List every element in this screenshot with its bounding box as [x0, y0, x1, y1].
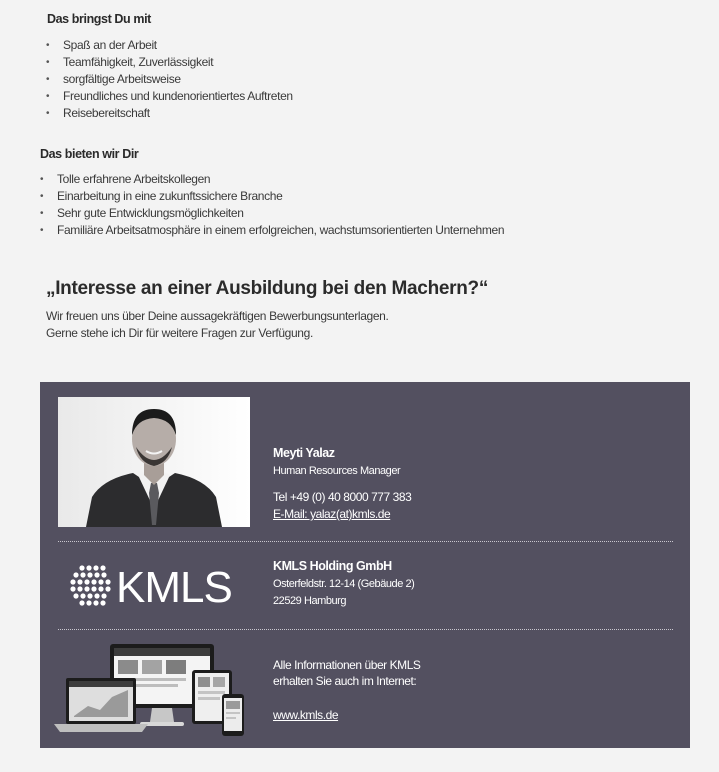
company-street: Osterfeldstr. 12-14 (Gebäude 2)	[273, 578, 415, 590]
skills-heading: Das bringst Du mit	[47, 12, 151, 26]
list-item: • sorgfältige Arbeitsweise	[46, 71, 293, 88]
person-portrait-icon	[58, 397, 250, 527]
offer-heading: Das bieten wir Dir	[40, 147, 139, 161]
responsive-devices-icon	[52, 642, 252, 747]
skills-list	[46, 37, 293, 122]
list-item: • Spaß an der Arbeit	[46, 37, 293, 54]
offer-list	[40, 171, 504, 239]
web-line-1: Alle Informationen über KMLS	[273, 658, 421, 672]
cta-line-2: Gerne stehe ich Dir für weitere Fragen zur Verfügung.	[46, 326, 313, 340]
list-item: • Tolle erfahrene Arbeitskollegen	[40, 171, 504, 188]
list-item: • Familiäre Arbeitsatmosphäre in einem erfolgreichen, wachstumsorientierten Unternehmen	[40, 222, 504, 239]
contact-email-wrap	[273, 507, 390, 521]
contact-photo	[58, 397, 250, 527]
kmls-logo-icon	[70, 562, 235, 608]
divider	[58, 541, 673, 542]
contact-name: Meyti Yalaz	[273, 446, 335, 460]
cta-line-1: Wir freuen uns über Deine aussagekräftigen Bewerbungsunterlagen.	[46, 309, 389, 323]
company-city: 22529 Hamburg	[273, 595, 347, 607]
list-item: • Einarbeitung in eine zukunftssichere Branche	[40, 188, 504, 205]
list-item: • Sehr gute Entwicklungsmöglichkeiten	[40, 205, 504, 222]
website-link[interactable]: www.kmls.de	[273, 708, 339, 722]
logo-text: KMLS	[116, 563, 232, 608]
web-link-wrap	[273, 708, 338, 722]
company-name: KMLS Holding GmbH	[273, 559, 392, 573]
web-line-2: erhalten Sie auch im Internet:	[273, 674, 417, 688]
divider	[58, 629, 673, 630]
company-logo	[70, 562, 235, 608]
list-item: • Teamfähigkeit, Zuverlässigkeit	[46, 54, 293, 71]
contact-role: Human Resources Manager	[273, 465, 401, 477]
cta-intro	[46, 308, 389, 342]
devices-illustration	[52, 642, 252, 747]
cta-quote: „Interesse an einer Ausbildung bei den Machern?“	[46, 278, 489, 299]
list-item: • Reisebereitschaft	[46, 105, 293, 122]
contact-panel	[40, 382, 690, 748]
contact-phone: Tel +49 (0) 40 8000 777 383	[273, 490, 412, 504]
contact-email-link[interactable]: E-Mail: yalaz(at)kmls.de	[273, 507, 391, 521]
list-item: • Freundliches und kundenorientiertes Auftreten	[46, 88, 293, 105]
